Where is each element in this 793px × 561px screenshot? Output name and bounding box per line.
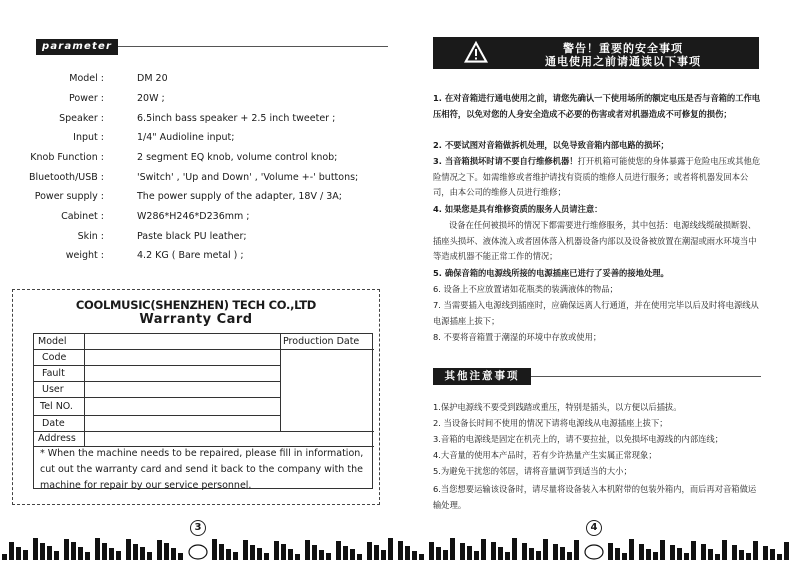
spec-value: 1/4" Audioline input;	[137, 132, 235, 143]
heading-rule	[531, 376, 761, 377]
equalizer-bar	[319, 550, 324, 560]
spec-label: Skin :	[77, 231, 104, 242]
warning-banner	[433, 37, 759, 69]
equalizer-bar	[233, 552, 238, 560]
equalizer-bar	[770, 549, 775, 560]
equalizer-bar	[481, 539, 486, 560]
other-item: 4.大音量的使用本产品时，若有少许热量产生实属正常现象；	[433, 450, 657, 460]
field-tel: Tel NO.	[40, 401, 73, 412]
field-code: Code	[42, 352, 67, 363]
equalizer-bar	[281, 544, 286, 560]
spec-row	[0, 229, 400, 245]
equalizer-bar	[264, 553, 269, 560]
spec-label: weight :	[65, 250, 104, 261]
equalizer-bar	[78, 547, 83, 560]
equalizer-bar	[777, 554, 782, 560]
equalizer-bar	[629, 539, 634, 560]
spec-label: Power supply :	[34, 191, 104, 202]
equalizer-bar	[505, 552, 510, 560]
safety-item: 设备在任何被损坏的情况下都需要进行维修服务，其中包括：电源线线缆破损断裂、插座头损坏、液体流入或者固体落入机器设备内部以及设备被放置在潮湿或雨水环境当中等造成机器不能正常工作的情况；	[433, 220, 757, 261]
spec-value: 20W ;	[137, 93, 165, 104]
equalizer-bar	[357, 554, 362, 560]
page-number-right: 4	[586, 520, 602, 536]
equalizer-bar	[722, 540, 727, 560]
spec-label: Knob Function :	[30, 152, 104, 163]
spec-value: The power supply of the adapter, 18V / 3A;	[137, 191, 342, 202]
equalizer-bar	[350, 549, 355, 560]
spec-row	[0, 130, 400, 146]
equalizer-bar	[622, 553, 627, 560]
equalizer-bar	[243, 540, 248, 560]
equalizer-bar	[553, 544, 558, 560]
warning-triangle-icon	[463, 40, 489, 64]
spec-row	[0, 111, 400, 127]
equalizer-bar	[746, 553, 751, 560]
spec-row	[0, 71, 400, 87]
warning-subtitle: 通电使用之前请通读以下事项	[545, 55, 701, 68]
other-item: 5.为避免干扰您的邻居，请将音量调节到适当的大小；	[433, 466, 632, 476]
safety-item: 8. 不要将音箱置于潮湿的环境中存放或使用；	[433, 332, 602, 342]
equalizer-bar	[2, 554, 7, 560]
equalizer-bar	[343, 546, 348, 560]
equalizer-bar	[763, 546, 768, 560]
safety-item: 6. 设备上不应放置诸如花瓶类的装满液体的物品；	[433, 284, 618, 294]
warranty-card	[12, 289, 380, 505]
equalizer-bar	[171, 548, 176, 560]
warranty-note: * When the machine needs to be repaired, please fill in information, cut out the warranty card and send it back to the company with the machine for repair by our service personnel.	[40, 448, 364, 491]
equalizer-bar	[71, 542, 76, 560]
warranty-title: Warranty Card	[139, 312, 253, 327]
spec-row	[0, 189, 400, 205]
equalizer-bar	[40, 543, 45, 560]
spec-row	[0, 248, 400, 264]
equalizer-bar	[140, 547, 145, 560]
spec-label: Power :	[69, 93, 104, 104]
equalizer-bar	[701, 544, 706, 560]
field-model: Model	[38, 336, 67, 347]
equalizer-bar	[336, 541, 341, 560]
equalizer-bar	[398, 541, 403, 560]
field-date: Date	[42, 418, 65, 429]
equalizer-bar	[512, 538, 517, 560]
equalizer-bar	[374, 545, 379, 560]
equalizer-bar	[305, 540, 310, 560]
spec-label: Cabinet :	[61, 211, 104, 222]
warranty-table	[33, 333, 373, 489]
other-item: 2. 当设备长时间不使用的情况下请将电源线从电源插座上拔下；	[433, 418, 668, 428]
equalizer-bar	[226, 549, 231, 560]
spec-label: Input :	[73, 132, 104, 143]
equalizer-bar	[381, 550, 386, 560]
equalizer-bar	[429, 542, 434, 560]
spec-value: 2 segment EQ knob, volume control knob;	[137, 152, 338, 163]
spec-label: Model :	[69, 73, 104, 84]
safety-item: 7. 当需要插入电源线到插座时，应确保远离人行通道，并在使用完毕以后及时将电源线从电源插座上拔下；	[433, 300, 759, 326]
equalizer-bar	[126, 539, 131, 560]
other-item: 1.保护电源线不要受到践踏或重压，特别是插头，以方便以后插拔。	[433, 402, 682, 412]
equalizer-bar	[560, 547, 565, 560]
safety-item: 5. 确保音箱的电源线所接的电源插座已进行了妥善的接地处理。	[433, 268, 669, 278]
equalizer-bar	[491, 542, 496, 560]
equalizer-bar	[639, 544, 644, 560]
equalizer-bar	[467, 546, 472, 560]
safety-item	[433, 154, 763, 201]
equalizer-bar	[443, 550, 448, 560]
equalizer-bar	[109, 548, 114, 560]
equalizer-bar	[367, 542, 372, 560]
equalizer-bar	[522, 543, 527, 560]
equalizer-bar	[147, 552, 152, 560]
equalizer-bar	[732, 545, 737, 560]
other-item: 3.音箱的电源线是固定在机壳上的，请不要拉扯，以免损坏电源线的内部连线；	[433, 434, 724, 444]
equalizer-bar	[419, 554, 424, 560]
equalizer-bar	[157, 540, 162, 560]
equalizer-bar	[23, 550, 28, 560]
equalizer-bar	[133, 544, 138, 560]
equalizer-bar	[646, 549, 651, 560]
equalizer-bar	[116, 551, 121, 560]
equalizer-bar	[677, 548, 682, 560]
equalizer-bar	[33, 538, 38, 560]
equalizer-bar	[753, 541, 758, 560]
field-fault: Fault	[42, 368, 65, 379]
equalizer-bar	[784, 542, 789, 560]
equalizer-bar	[684, 553, 689, 560]
field-address: Address	[38, 433, 76, 444]
equalizer-bar	[536, 551, 541, 560]
spec-label: Bluetooth/USB :	[28, 172, 104, 183]
equalizer-bar	[615, 548, 620, 560]
equalizer-bar	[102, 543, 107, 560]
warning-title: 警告！重要的安全事项	[563, 42, 683, 55]
equalizer-bars-decoration	[0, 520, 793, 561]
spec-value: 4.2 KG ( Bare metal ) ;	[137, 250, 244, 261]
other-notes-heading: 其他注意事项	[433, 368, 531, 385]
parameter-heading: parameter	[36, 39, 118, 55]
equalizer-bar	[54, 551, 59, 560]
equalizer-bar	[288, 549, 293, 560]
field-production-date: Production Date	[283, 336, 360, 347]
equalizer-bar	[412, 551, 417, 560]
equalizer-bar	[691, 541, 696, 560]
equalizer-bar	[660, 540, 665, 560]
equalizer-bar	[739, 550, 744, 560]
page-number-left: 3	[190, 520, 206, 536]
equalizer-bar	[274, 541, 279, 560]
equalizer-bar	[574, 540, 579, 560]
equalizer-bar	[529, 548, 534, 560]
equalizer-bar	[219, 544, 224, 560]
safety-item: 1. 在对音箱进行通电使用之前，请您先确认一下使用场所的额定电压是否与音箱的工作电压相符，以免对您的人身安全造成不必要的伤害或者对机器造成不可修复的损伤；	[433, 93, 761, 119]
heading-rule	[118, 46, 388, 47]
equalizer-bar	[212, 539, 217, 560]
warranty-company: COOLMUSIC(SHENZHEN) TECH CO.,LTD	[75, 298, 317, 312]
equalizer-bar	[460, 543, 465, 560]
safety-item: 4. 如果您是具有维修资质的服务人员请注意：	[433, 204, 603, 214]
safety-item-body: 打开机箱可能使您的身体暴露于危险电压或其他危险情况之下。如需维修或者维护请找有资质的维修人员进行服务；或者将机器发回本公司，由本公司的维修人员进行维修；	[433, 156, 761, 197]
drum-emblem	[585, 545, 603, 559]
spec-label: Speaker :	[59, 113, 104, 124]
equalizer-bar	[85, 552, 90, 560]
equalizer-bar	[16, 547, 21, 560]
equalizer-bar	[9, 542, 14, 560]
equalizer-bar	[178, 553, 183, 560]
spec-value: 6.5inch bass speaker + 2.5 inch tweeter ;	[137, 113, 336, 124]
spec-row	[0, 209, 400, 225]
equalizer-bar	[670, 545, 675, 560]
spec-value: Paste black PU leather;	[137, 231, 247, 242]
field-user: User	[42, 384, 64, 395]
equalizer-bar	[250, 545, 255, 560]
equalizer-bar	[474, 551, 479, 560]
spec-row	[0, 170, 400, 186]
spec-row	[0, 150, 400, 166]
equalizer-bar	[388, 538, 393, 560]
equalizer-bar	[405, 546, 410, 560]
equalizer-bar	[326, 553, 331, 560]
spec-value: 'Switch' , 'Up and Down' , 'Volume +-' buttons;	[137, 172, 359, 183]
equalizer-bar	[295, 554, 300, 560]
equalizer-bar	[715, 554, 720, 560]
spec-row	[0, 91, 400, 107]
equalizer-bar	[257, 548, 262, 560]
spec-value: W286*H246*D236mm ;	[137, 211, 250, 222]
equalizer-bar	[312, 545, 317, 560]
drum-emblem	[189, 545, 207, 559]
equalizer-bar	[164, 543, 169, 560]
equalizer-bar	[47, 546, 52, 560]
equalizer-bar	[436, 547, 441, 560]
equalizer-bar	[498, 547, 503, 560]
safety-item: 2. 不要试图对音箱做拆机处理，以免导致音箱内部电路的损坏；	[433, 140, 669, 150]
equalizer-bar	[608, 543, 613, 560]
equalizer-bar	[64, 539, 69, 560]
equalizer-bar	[95, 538, 100, 560]
safety-item-lead: 3. 当音箱损坏时请不要自行维修机器！	[433, 156, 578, 166]
equalizer-bar	[567, 552, 572, 560]
equalizer-bar	[653, 552, 658, 560]
spec-value: DM 20	[137, 73, 168, 84]
other-item: 6.当您想要运输该设备时，请尽量将设备装入本机附带的包装外箱内，而后再对音箱做运输处理。	[433, 484, 757, 510]
equalizer-bar	[543, 539, 548, 560]
equalizer-bar	[708, 549, 713, 560]
equalizer-bar	[450, 538, 455, 560]
